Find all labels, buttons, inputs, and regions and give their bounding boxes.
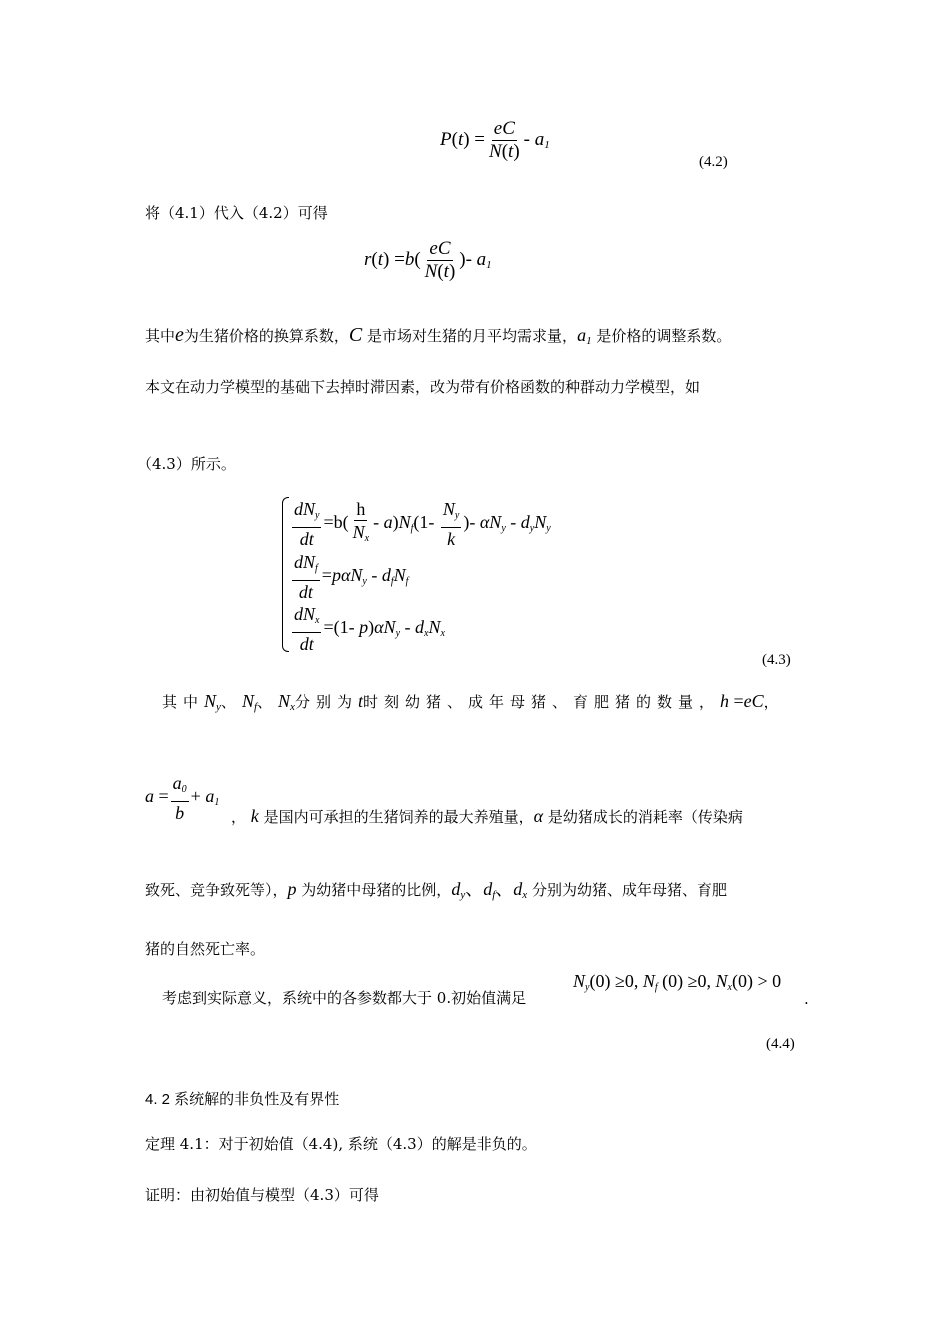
para-defs-3: 猪的自然死亡率。 [145, 940, 266, 958]
equation-initial-values: $N_y(0) \ge 0$, $N_f$ (0) ≥0, $N_x(0) > 0$ [573, 971, 782, 993]
section-heading-4-2: 4. 2 系统解的非负性及有界性 [145, 1091, 340, 1108]
para-defs: ， k 是国内可承担的生猪饲养的最大养殖量，α 是幼猪成长的消耗率（传染病 [231, 806, 743, 826]
para-defs-2: 致死、竞争致死等），p 为幼猪中母猪的比例，$d_y$、$d_f$、$d_x$ 分别为幼猪、成年母猪、育肥 [145, 879, 727, 901]
system-brace [282, 497, 289, 652]
equation-4-3-line-1: $\frac{dN_y}{dt}$ =b( $\frac{h}{N_x}$ - $a)N_f(1-$ $\frac{N_y}{k}$ )- $\alpha N_y - d_yN_y$ [294, 499, 551, 549]
para-intro-1: 本文在动力学模型的基础下去掉时滞因素，改为带有价格函数的种群动力学模型，如 [145, 378, 701, 396]
equation-a-def: a = $\frac{a_0}{b}$ + $a_1$ [145, 773, 220, 823]
para-substitute: 将（4.1）代入（4.2）可得 [145, 204, 328, 222]
theorem-4-1: 定理 4.1：对于初始值（4.4), 系统（4.3）的解是非负的。 [145, 1135, 537, 1153]
para-params: 其中e为生猪价格的换算系数，C 是市场对生猪的月平均需求量，$a_1$ 是价格的调整系数。 [145, 324, 732, 347]
equation-r-t: r(t) =b( $\frac{eC}{N(t)}$ )- $a_1$ [364, 238, 492, 282]
para-initial: 考虑到实际意义，系统中的各参数都大于 0.初始值满足 [162, 989, 527, 1007]
equation-number-4-2: (4.2) [699, 154, 728, 170]
equation-number-4-4: (4.4) [766, 1036, 795, 1052]
equation-4-3-line-2: $\frac{dN_f}{dt}$ $=p\alpha N_y - d_fN_f$ [294, 552, 409, 602]
equation-4-3-line-3: $\frac{dN_x}{dt}$ =(1- $p)\alpha N_y - d_xN_x$ [294, 604, 445, 654]
period: . [804, 990, 809, 1008]
proof-start: 证明：由初始值与模型（4.3）可得 [145, 1186, 379, 1204]
para-intro-2: （4.3）所示。 [137, 455, 236, 473]
equation-number-4-3: (4.3) [762, 652, 791, 668]
equation-4-2: P(t) = $\frac{eC}{N(t)}$ - $a_1$ [440, 118, 550, 162]
para-vars: 其中$N_y$、$N_f$、$N_x$分别为t时刻幼猪、成年母猪、育肥猪的数量，h =eC， [162, 691, 779, 713]
